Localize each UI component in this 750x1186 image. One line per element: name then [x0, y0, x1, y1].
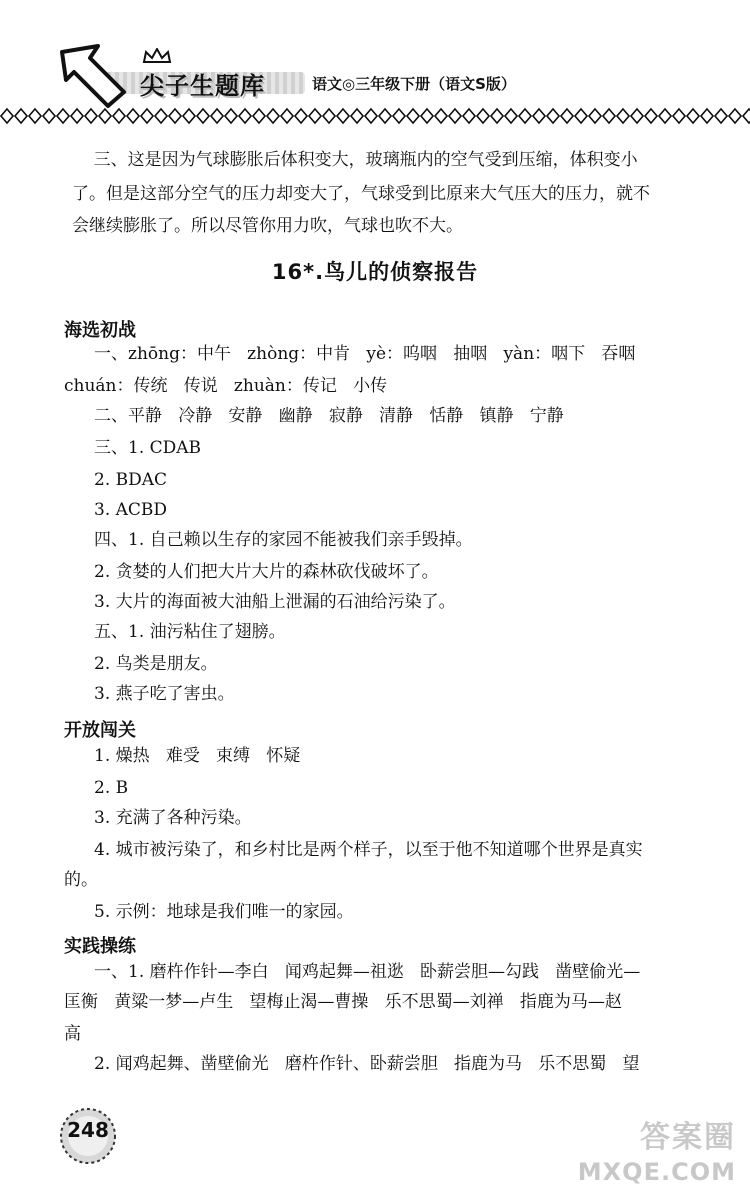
- section-heading: 海选初战: [64, 320, 136, 341]
- answer-line: 3. ACBD: [94, 500, 168, 520]
- answer-line: 2. 鸟类是朋友。: [94, 654, 218, 674]
- intro-line: 了。但是这部分空气的压力却变大了，气球受到比原来大气压大的压力，就不: [72, 184, 650, 204]
- answer-line: 3. 大片的海面被大油船上泄漏的石油给污染了。: [94, 592, 456, 612]
- answer-line: 二、平静 冷静 安静 幽静 寂静 清静 恬静 镇静 宁静: [94, 406, 564, 426]
- answer-line: 2. BDAC: [94, 470, 168, 490]
- answer-line: 2. 闻鸡起舞、凿壁偷光 磨杵作针、卧薪尝胆 指鹿为马 乐不思蜀 望: [94, 1054, 640, 1074]
- answer-line: 1. 燥热 难受 束缚 怀疑: [94, 746, 301, 766]
- answer-line: 2. 贪婪的人们把大片大片的森林砍伐破坏了。: [94, 562, 439, 582]
- lesson-title: 16*.鸟儿的侦察报告: [271, 260, 479, 284]
- answer-line: 的。: [64, 870, 98, 890]
- book-subtitle: 语文◎三年级下册（语文S版）: [312, 75, 516, 93]
- watermark-en: MXQE.COM: [577, 1158, 736, 1186]
- answer-line: 3. 充满了各种污染。: [94, 808, 252, 828]
- answer-line: 高: [64, 1024, 81, 1044]
- answer-line: 5. 示例：地球是我们唯一的家园。: [94, 902, 354, 922]
- intro-line: 三、这是因为气球膨胀后体积变大，玻璃瓶内的空气受到压缩，体积变小: [72, 150, 638, 170]
- section-heading: 实践操练: [64, 936, 136, 957]
- answer-line: 一、1. 磨杵作针—李白 闻鸡起舞—祖逖 卧薪尝胆—勾践 凿壁偷光—: [94, 962, 641, 982]
- answer-line: 四、1. 自己赖以生存的家园不能被我们亲手毁掉。: [94, 530, 473, 550]
- intro-line: 会继续膨胀了。所以尽管你用力吹，气球也吹不大。: [72, 216, 463, 236]
- page-number: 248: [67, 1118, 109, 1142]
- series-brand: 尖子生题库: [140, 72, 265, 100]
- answer-line: 一、zhōng：中午 zhòng：中肯 yè：呜咽 抽咽 yàn：咽下 吞咽: [94, 344, 636, 364]
- answer-line: chuán：传统 传说 zhuàn：传记 小传: [64, 376, 388, 396]
- watermark-cn: 答案圈: [640, 1120, 736, 1155]
- answer-line: 3. 燕子吃了害虫。: [94, 684, 235, 704]
- section-heading: 开放闯关: [64, 720, 136, 741]
- answer-line: 五、1. 油污粘住了翅膀。: [94, 622, 286, 642]
- watermark: [578, 1112, 736, 1186]
- answer-line: 三、1. CDAB: [94, 438, 202, 458]
- answer-line: 4. 城市被污染了，和乡村比是两个样子，以至于他不知道哪个世界是真实: [94, 840, 643, 860]
- answer-line: 匡衡 黄粱一梦—卢生 望梅止渴—曹操 乐不思蜀—刘禅 指鹿为马—赵: [64, 992, 622, 1012]
- answer-line: 2. B: [94, 778, 129, 798]
